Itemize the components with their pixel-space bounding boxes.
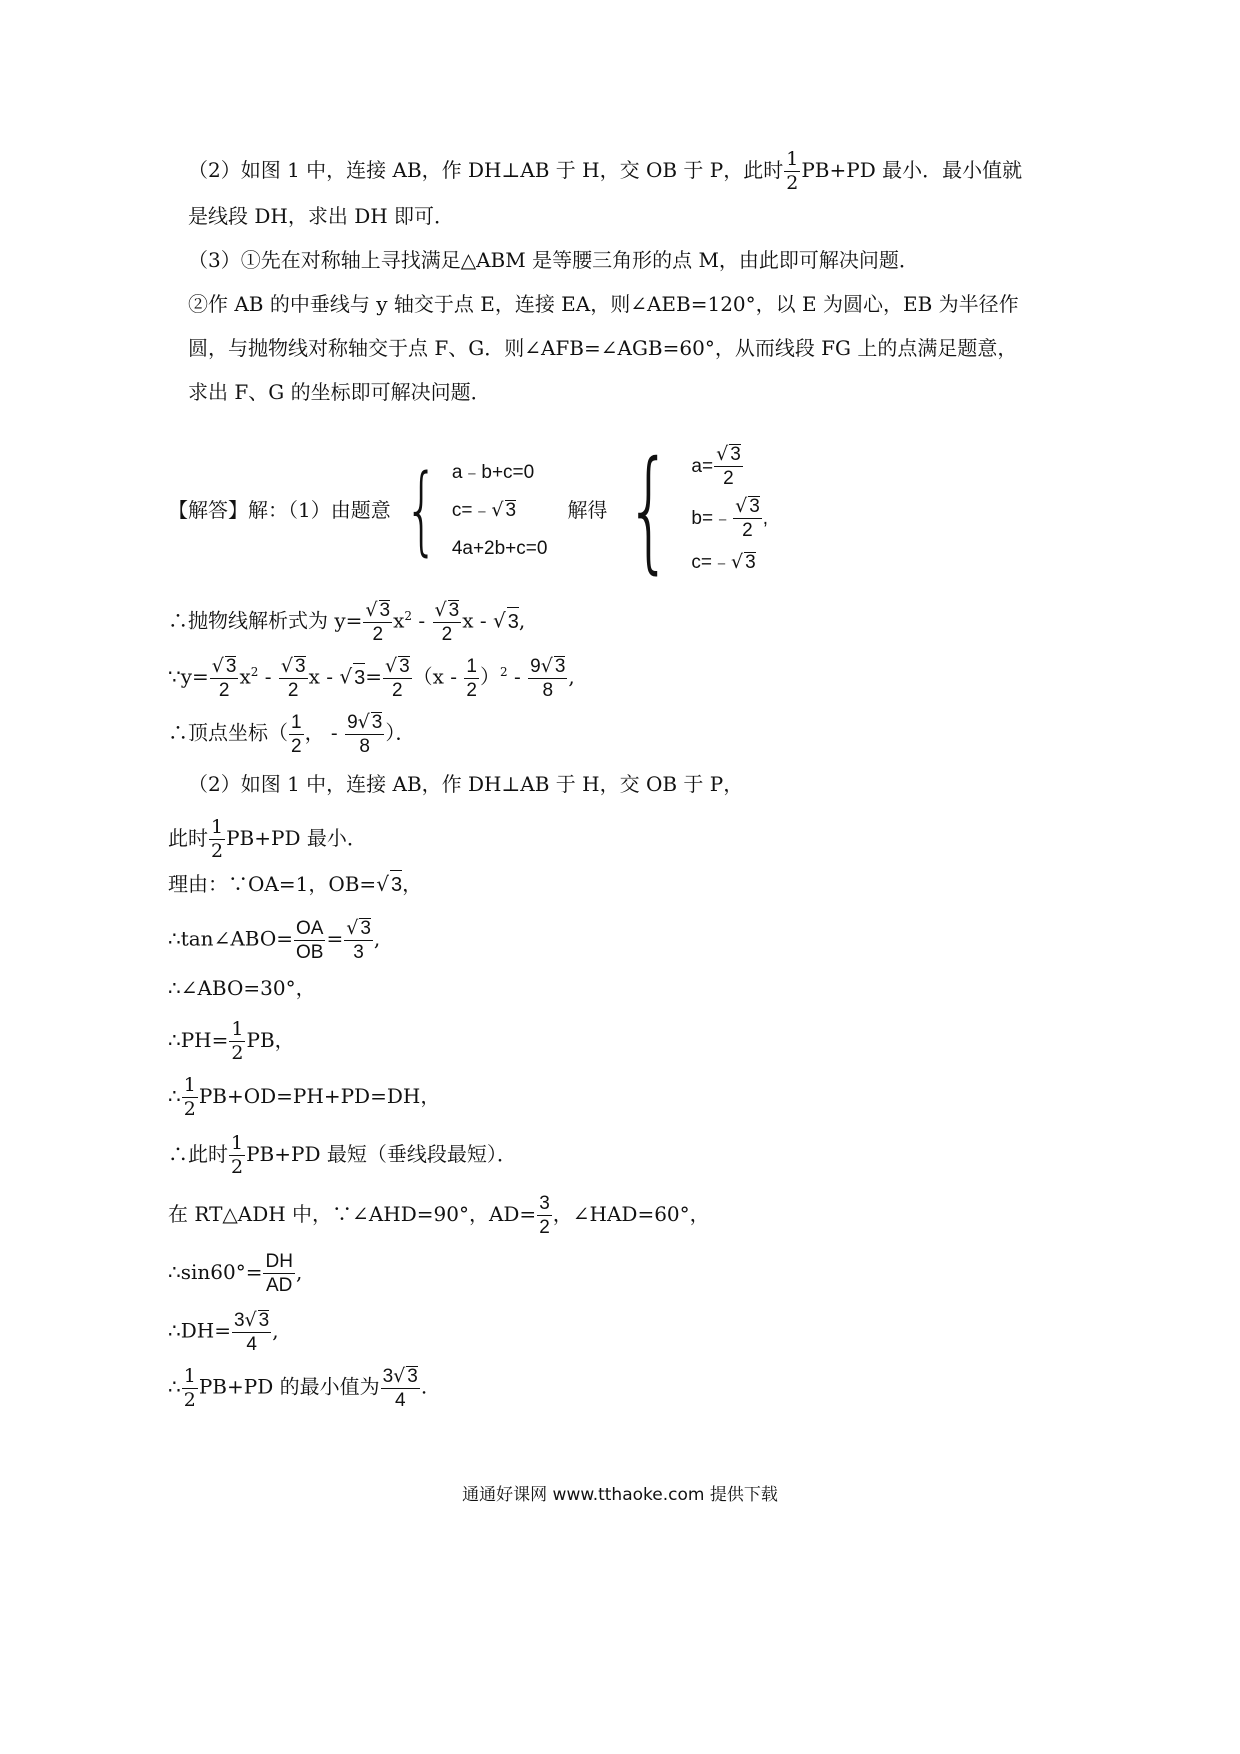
equation-system-2: { a= $\frac{√ 3}{2}$ b=﹣ $\frac{√ 3}{2}$ , c=﹣ √ 3: [626, 433, 769, 587]
dh-line: ∴DH= $\frac{3√ 3}{4}$ ,: [168, 1309, 279, 1355]
reason-line: 理由：∵OA=1，OB=√ 3，: [168, 870, 422, 899]
tan-line: ∴tan∠ABO= $\frac{OA}{OB}$ = $\frac{√ 3}{3}$ ,: [168, 917, 381, 963]
parabola-line: ∴抛物线解析式为 y= $\frac{√ 3}{2}$ $x^2$ - $\frac{√ 3}{2}$ x - √ 3,: [168, 599, 526, 645]
sin-line: ∴sin60°= $\frac{DH}{AD}$ ,: [168, 1251, 303, 1296]
part2-min: 此时 $\frac{1}{2}$ PB+PD 最小．: [168, 816, 367, 862]
line-3-intro: （3）①先在对称轴上寻找满足△ABM 是等腰三角形的点 M，由此即可解决问题．: [188, 248, 919, 272]
ph-line: ∴PH= $\frac{1}{2}$ PB，: [168, 1018, 295, 1064]
rt-line: 在 RT△ADH 中，∵∠AHD=90°，AD= $\frac{3}{2}$ ，∠HAD=60°，: [168, 1193, 710, 1238]
page-footer: 通通好课网 www.tthaoke.com 提供下载: [462, 1485, 778, 1505]
angle-abo: ∴∠ABO=30°，: [168, 976, 316, 1000]
part2-heading: （2）如图 1 中，连接 AB，作 DH⊥AB 于 H，交 OB 于 P，: [188, 772, 744, 796]
sum-line: ∴ $\frac{1}{2}$ PB+OD=PH+PD=DH，: [168, 1074, 441, 1120]
answer-part1: 【解答】解：（1）由题意 { a﹣b+c=0 c=﹣ √ 3 4a+2b+c=0 解得 { a= $\frac{√ 3}{2}$ b=﹣ $\frac{√ 3}{2}$ , c=﹣ √ 3: [168, 433, 769, 587]
line-3-step2: ②作 AB 的中垂线与 y 轴交于点 E，连接 EA，则∠AEB=120°，以 E 为圆心，EB 为半径作: [188, 292, 1019, 316]
line-3-step2b: 圆，与抛物线对称轴交于点 F、G．则∠AFB=∠AGB=60°，从而线段 FG 上的点满足题意，: [188, 336, 1018, 360]
line-dh: 是线段 DH，求出 DH 即可．: [188, 204, 455, 228]
shortest-line: ∴此时 $\frac{1}{2}$ PB+PD 最短（垂线段最短）．: [168, 1132, 517, 1178]
line-2-intro: （2）如图 1 中，连接 AB，作 DH⊥AB 于 H，交 OB 于 P，此时 $\frac{1}{2}$ PB+PD 最小．最小值就: [188, 148, 1023, 194]
fraction-half: $\frac{1}{2}$: [786, 148, 799, 194]
vertex-coordinates: ∴顶点坐标（ $\frac{1}{2}$ ， - $\frac{9√ 3}{8}$ ）．: [168, 711, 416, 757]
line-3-step2c: 求出 F、G 的坐标即可解决问题．: [188, 380, 491, 404]
min-value-line: ∴ $\frac{1}{2}$ PB+PD 的最小值为 $\frac{3√ 3}{4}$ .: [168, 1364, 428, 1411]
vertex-form-line: ∵y= $\frac{√ 3}{2}$ $x^2$ - $\frac{√ 3}{2}$ x - √ 3= $\frac{√ 3}{2}$ （x - $\frac{1}{2}$ ）$^2$ - $\frac{9√ 3}{8}$ ,: [168, 655, 575, 701]
equation-system-1: { a﹣b+c=0 c=﹣ √ 3 4a+2b+c=0: [404, 454, 548, 566]
